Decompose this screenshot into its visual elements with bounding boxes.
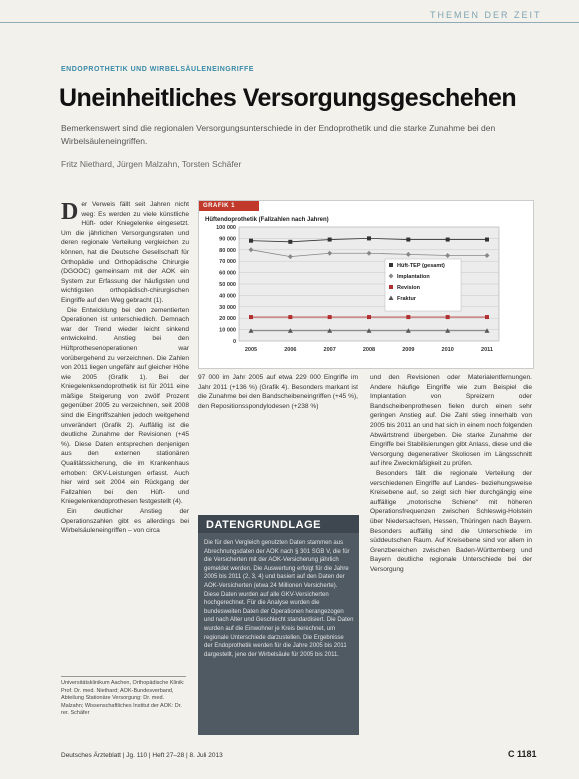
legend-marker xyxy=(389,263,393,267)
legend-label: Implantation xyxy=(397,274,430,280)
figure-grafik-1 xyxy=(198,200,534,369)
paragraph: 97 000 im Jahr 2005 auf etwa 229 000 Eingriffe im Jahr 2011 (+136 %) (Grafik 4). Besonders markant ist die Zunahme bei den Bandscheibeneingriffen (+45 %), den Repositionsspondylodesen (+238 %) xyxy=(198,374,358,410)
y-tick-label: 10 000 xyxy=(219,327,236,334)
data-point xyxy=(406,315,410,319)
paragraph: Die Entwicklung bei den zementierten Operationen ist unterschiedlich. Demnach war der Trend wieder leicht sinkend entwickelnd. Anstieg bei den Hüftprothesenoperationen war vorübergehend zu verzeichnen. Die Zahlen von 2011 liegen ungefähr auf gleicher Höhe wie 2005 (Grafik 1). Bei der Kniegelenksendoprothetik ist für 2011 eine mäßige Steigerung von zwölf Prozent gegenüber 2005 zu verzeichnen, seit 2008 sind die Eingriffszahlen jedoch weitgehend unverändert (Grafik 2). Auffällig ist die deutliche Zunahme der Revisionen (+45 %). Diese Daten entsprechen denjenigen aus den externen stationären Qualitätssicherung, die im Krankenhaus erhoben: GKV-Leistungen erfasst. Auch hier wird seit 2004 ein Rückgang der Fallzahlen bei den Hüft- und Kniegelenkendoprothesen festgestellt (4). xyxy=(61,306,189,506)
y-tick-label: 20 000 xyxy=(219,316,236,323)
y-tick-label: 50 000 xyxy=(219,282,236,288)
x-tick-label: 2011 xyxy=(481,347,493,353)
article-authors: Fritz Niethard, Jürgen Malzahn, Torsten Schäfer xyxy=(61,159,242,169)
data-point xyxy=(406,238,410,242)
data-point xyxy=(367,315,371,319)
paragraph: und den Revisionen oder Materialentfernungen. Andere häufige Eingriffe wie zum Beispiel die Implantation von Spreizern oder Bandscheibenprothesen fielen durch einen sehr geringen Anstieg auf. Die Zahl stieg innerhalb von 2005 bis 2011 an und hat sich in einem noch folgenden Abwärtstrend übergeben. Die starke Zunahme der Eingriffe bei Stabilisierungen gibt Anlass, diese und die Versorgung degenerativer Skoliosen im Längsschnitt auf ihre Zweckmäßigkeit zu prüfen. xyxy=(370,374,532,468)
article-lead: Bemerkenswert sind die regionalen Versorgungsunterschiede in der Endoprothetik und die starke Zunahme bei den Wirbelsäuleneingriffen. xyxy=(61,123,496,146)
info-box-datengrundlage xyxy=(198,515,359,735)
paragraph-text: er Verweis fällt seit Jahren nicht weg: Es werden zu viele künstliche Hüft- oder Kniegelenke eingesetzt. Um die jährlichen Versorgungsraten und deren regionale Verteilung vergleichen zu können, hat die Deutsche Gesellschaft für Orthopädie und Orthopädische Chirurgie (DGOOC) gemeinsam mit der AOK ein System zur Erfassung der häufigsten und wichtigsten orthopädisch-chirurgischen Eingriffe auf den Weg gebracht (1). xyxy=(61,201,189,304)
column-1 xyxy=(61,200,189,536)
info-box-text: Die für den Vergleich genutzten Daten stammen aus Abrechnungsdaten der AOK nach § 301 SGB V, die für die Versicherten mit der AOK-Versicherung jährlich gemeldet werden. Die Auswertung erfolgt für die Jahre 2005 bis 2011 (2, 3, 4) und basiert auf den Daten der AOK-Versicherten (etwa 24 Millionen Versicherte). Diese Daten wurden auf alle GKV-Versicherten hochgerechnet. Für die Analyse wurden die bundesweiten Daten der Operationen herangezogen und nach Alter und Geschlecht standardisiert. Die Daten wurden auf die Einwohner je Kreis berechnet, um regionale Unterschiede darzustellen. Die Ergebnisse der Endoprothetik werden für die Jahre 2005 bis 2011 dargestellt, jene der Wirbelsäule für 2005 bis 2011. xyxy=(204,540,354,658)
figure-label: GRAFIK 1 xyxy=(199,201,259,211)
article-title: Uneinheitliches Versorgungsgeschehen xyxy=(59,84,517,112)
legend-label: Hüft-TEP (gesamt) xyxy=(397,263,445,269)
data-point xyxy=(446,315,450,319)
paragraph xyxy=(61,200,189,306)
data-point xyxy=(485,315,489,319)
x-tick-label: 2006 xyxy=(284,347,297,353)
y-tick-label: 60 000 xyxy=(219,270,236,277)
data-point xyxy=(446,238,450,242)
header-rule xyxy=(0,22,579,23)
data-point xyxy=(288,240,292,244)
x-tick-label: 2008 xyxy=(362,347,376,353)
legend-label: Fraktur xyxy=(397,296,416,302)
x-tick-label: 2009 xyxy=(402,347,415,353)
data-point xyxy=(249,315,253,319)
x-tick-label: 2007 xyxy=(323,347,336,353)
author-footnote: Universitätsklinikum Aachen, Orthopädische Klinik: Prof. Dr. med. Niethard; AOK-Bundesverband, Abteilung Stationäre Versorgung: Dr. med. Malzahn; Wissenschaftliches Institut der AOK: Dr. rer. Schäfer xyxy=(61,676,186,718)
y-tick-label: 40 000 xyxy=(219,293,236,300)
dropcap: D xyxy=(61,199,79,225)
data-point xyxy=(249,239,253,243)
journal-footer: Deutsches Ärzteblatt | Jg. 110 | Heft 27–28 | 8. Juli 2013 xyxy=(61,752,223,759)
y-tick-label: 0 xyxy=(232,339,236,345)
x-tick-label: 2010 xyxy=(441,347,454,353)
paragraph: Ein deutlicher Anstieg der Operationszahlen gibt es allerdings bei Wirbelsäuleneingriffen – von circa xyxy=(61,508,189,535)
data-point xyxy=(288,315,292,319)
line-chart xyxy=(199,223,533,368)
section-tag: THEMEN DER ZEIT xyxy=(430,10,542,20)
x-tick-label: 2005 xyxy=(244,347,258,353)
figure-title: Hüftendoprothetik (Fallzahlen nach Jahren) xyxy=(205,217,329,223)
legend-label: Revision xyxy=(397,285,420,291)
column-2 xyxy=(198,373,358,411)
y-tick-label: 100 000 xyxy=(216,225,236,231)
y-tick-label: 80 000 xyxy=(219,247,236,254)
data-point xyxy=(485,238,489,242)
y-tick-label: 90 000 xyxy=(219,236,236,243)
legend-marker xyxy=(389,285,393,289)
info-box-heading: DATENGRUNDLAGE xyxy=(198,515,359,533)
data-point xyxy=(328,238,332,242)
y-tick-label: 70 000 xyxy=(219,259,236,266)
page-number: C 1181 xyxy=(508,749,537,759)
data-point xyxy=(328,315,332,319)
column-3 xyxy=(370,373,532,574)
data-point xyxy=(367,236,371,240)
y-tick-label: 30 000 xyxy=(219,304,236,311)
paragraph: Besonders fällt die regionale Verteilung der verschiedenen Eingriffe auf Landes- beziehungsweise Kreisebene auf, so zeigt sich hier durchgängig eine auffällige „motorische Schiene“ mit höheren Operationsfrequenzen zwischen Schleswig-Holstein über Niedersachsen, Hessen, Thüringen nach Bayern. Besonders auffällig sind die Unterschiede im süddeutschen Raum. Auf Kreisebene sind vor allem in Grenzbereichen zwischen Baden-Württemberg und Bayern deutliche regionale Unterschiede bei der Versorgung xyxy=(370,469,532,573)
article-kicker: ENDOPROTHETIK UND WIRBELSÄULENEINGRIFFE xyxy=(61,66,254,73)
